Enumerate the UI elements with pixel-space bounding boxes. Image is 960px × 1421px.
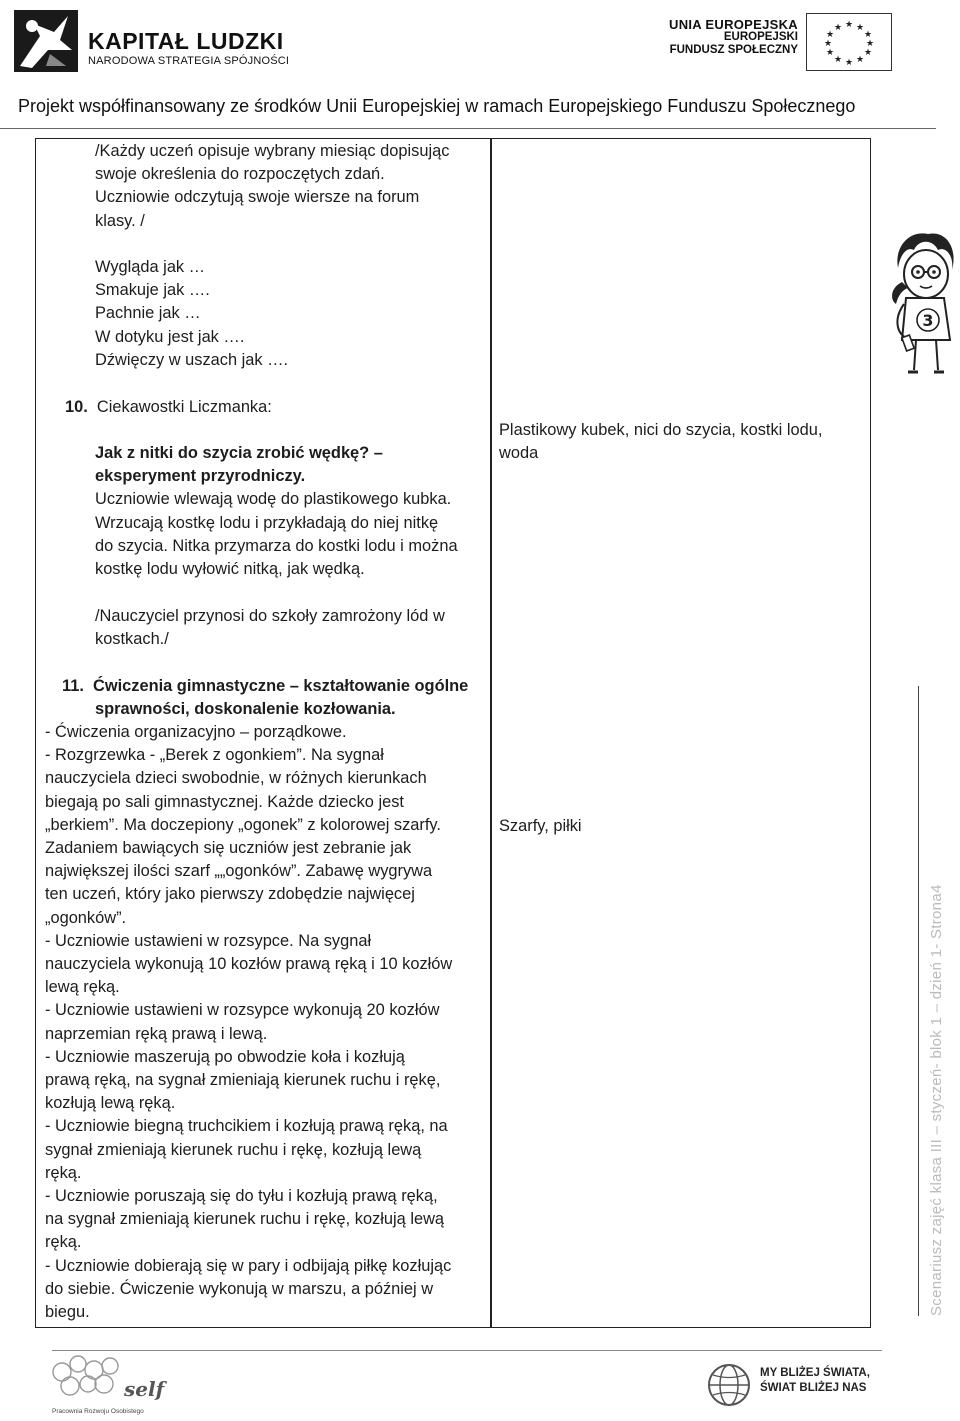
item-11-body-line: naprzemian ręką prawą i lewą.: [45, 1024, 268, 1043]
item-10-note-line: kostkach./: [95, 630, 169, 649]
footer-slogan: [760, 1366, 870, 1396]
item-10-note-line: /Nauczyciel przynosi do szkoły zamrożony lód w: [95, 607, 445, 625]
item-11-body-line: nauczyciela dzieci swobodnie, w różnych kierunkach: [45, 769, 427, 788]
svg-text:★: ★: [855, 23, 865, 33]
svg-text:★: ★: [863, 30, 873, 40]
svg-text:★: ★: [833, 55, 843, 65]
simile-line: W dotyku jest jak ….: [95, 327, 245, 346]
kapital-ludzki-subtitle: NARODOWA STRATEGIA SPÓJNOŚCI: [88, 55, 290, 67]
item-11-body-line: - Uczniowie poruszają się do tyłu i kozłują prawą ręką,: [45, 1187, 438, 1206]
simile-line: Pachnie jak …: [95, 304, 201, 323]
materials-line: woda: [499, 444, 539, 463]
item-10-teacher-note: [95, 605, 485, 651]
item-10-heading: [65, 396, 475, 419]
svg-text:★: ★: [844, 58, 854, 68]
item-10-body-line: Wrzucają kostkę lodu i przykładają do niej nitkę: [95, 513, 439, 532]
intro-line: /Każdy uczeń opisuje wybrany miesiąc dopisując: [95, 142, 450, 160]
item-11-heading: [62, 675, 482, 721]
item-11-body-line: „ogonków”.: [45, 908, 127, 927]
eu-line-1: UNIA EUROPEJSKA: [669, 17, 798, 32]
item-10-subtitle: eksperyment przyrodniczy.: [95, 467, 306, 486]
item-11-body-line: kozłują lewą ręką.: [45, 1094, 176, 1113]
materials-line: Plastikowy kubek, nici do szycia, kostki lodu,: [499, 421, 823, 439]
item-11-body-line: - Ćwiczenia organizacyjno – porządkowe.: [45, 723, 347, 741]
item-11-body-line: „berkiem”. Ma doczepiony „ogonek” z kolorowej szarfy.: [45, 815, 441, 834]
self-logo-caption: Pracownia Rozwoju Osobistego: [52, 1408, 144, 1415]
item-11-body-line: - Uczniowie biegną truchcikiem i kozłują prawą ręką, na: [45, 1117, 448, 1136]
simile-line: Wygląda jak …: [95, 258, 206, 276]
materials-item-11: Szarfy, piłki: [499, 817, 582, 835]
svg-text:★: ★: [823, 39, 833, 49]
intro-line: klasy. /: [95, 211, 145, 230]
item-11-body-line: - Uczniowie ustawieni w rozsypce wykonują 20 kozłów: [45, 1001, 440, 1020]
item-10-content: [95, 442, 485, 581]
item-11-body-line: - Uczniowie dobierają się w pary i odbijają piłkę kozłując: [45, 1256, 452, 1275]
item-10-subtitle: Jak z nitki do szycia zrobić wędkę? –: [95, 444, 383, 462]
item-11-title: sprawności, doskonalenie kozłowania.: [95, 700, 396, 719]
eu-line-2: EUROPEJSKI: [723, 31, 798, 43]
item-11-body-line: biegu.: [45, 1303, 90, 1322]
globe-logo-icon: [705, 1360, 753, 1410]
mascot-illustration: [888, 228, 960, 378]
item-11-body-line: prawą ręką, na sygnał zmieniają kierunek ruchu i rękę,: [45, 1071, 441, 1090]
intro-line: swoje określenia do rozpoczętych zdań.: [95, 165, 385, 184]
item-11-body-line: największej ilości szarf „„ogonków”. Zabawę wygrywa: [45, 862, 433, 881]
item-10-title: Ciekawostki Liczmanka:: [96, 398, 272, 416]
svg-text:★: ★: [833, 23, 843, 33]
item-11-body-line: Zadaniem bawiących się uczniów jest zebranie jak: [45, 839, 412, 858]
svg-text:★: ★: [825, 48, 835, 58]
eu-flag-icon: [806, 13, 892, 71]
mascot-badge-number: 3: [922, 311, 934, 330]
side-divider: [918, 686, 919, 1316]
simile-line: Dźwięczy w uszach jak ….: [95, 350, 289, 369]
project-cofinancing-line: Projekt współfinansowany ze środków Unii Europejskiej w ramach Europejskiego Funduszu Społecznego: [18, 96, 856, 116]
side-page-caption: Scenariusz zajęć klasa III – styczeń- blok 1 – dzień 1- Strona4: [928, 884, 945, 1316]
item-11-body-line: biegają po sali gimnastycznej. Każde dziecko jest: [45, 792, 404, 811]
item-10-body-line: kostkę lodu wyłowić nitką, jak wędką.: [95, 560, 365, 579]
item-11-number: 11.: [62, 677, 84, 695]
svg-text:★: ★: [865, 39, 875, 49]
svg-text:★: ★: [844, 20, 854, 30]
footer-slogan-line-1: MY BLIŻEJ ŚWIATA,: [760, 1367, 870, 1379]
item-11-body-line: ręką.: [45, 1163, 82, 1182]
table-column-divider: [490, 138, 492, 1328]
intro-instruction: [95, 140, 475, 233]
item-11-title: Ćwiczenia gimnastyczne – kształtowanie ogólne: [93, 677, 469, 695]
intro-line: Uczniowie odczytują swoje wiersze na forum: [95, 188, 420, 207]
header-divider: [0, 128, 936, 129]
item-11-body-line: na sygnał zmieniają kierunek ruchu i rękę, kozłują lewą: [45, 1210, 445, 1229]
simile-line: Smakuje jak ….: [95, 281, 210, 300]
eu-fund-label: [600, 18, 798, 57]
item-11-body-line: - Uczniowie maszerują po obwodzie koła i kozłują: [45, 1047, 405, 1066]
footer-slogan-line-2: ŚWIAT BLIŻEJ NAS: [760, 1382, 867, 1394]
kapital-ludzki-logo: [10, 6, 82, 76]
item-11-content: [45, 721, 485, 1324]
self-logo-text: self: [124, 1377, 165, 1401]
svg-text:★: ★: [863, 48, 873, 58]
svg-text:★: ★: [825, 30, 835, 40]
item-11-body-line: - Uczniowie ustawieni w rozsypce. Na sygnał: [45, 931, 372, 950]
eu-line-3: FUNDUSZ SPOŁECZNY: [669, 44, 798, 56]
item-10-body-line: do szycia. Nitka przymarza do kostki lodu i można: [95, 536, 458, 555]
simile-prompts: [95, 256, 475, 372]
item-11-body-line: - Rozgrzewka - „Berek z ogonkiem”. Na sygnał: [45, 746, 384, 765]
item-11-body-line: nauczyciela wykonują 10 kozłów prawą ręką i 10 kozłów: [45, 955, 453, 974]
item-11-body-line: sygnał zmieniają kierunek ruchu i rękę, kozłują lewą: [45, 1140, 422, 1159]
item-11-body-line: ten uczeń, który jako pierwszy zdobędzie najwięcej: [45, 885, 415, 904]
item-11-body-line: lewą ręką.: [45, 978, 120, 997]
item-11-body-line: ręką.: [45, 1233, 82, 1252]
item-10-body-line: Uczniowie wlewają wodę do plastikowego kubka.: [95, 490, 452, 509]
svg-text:★: ★: [855, 55, 865, 65]
kapital-ludzki-title: KAPITAŁ LUDZKI: [88, 28, 284, 54]
footer-divider: [52, 1350, 882, 1351]
page-header: [0, 0, 960, 135]
materials-item-10: [499, 419, 859, 465]
item-10-number: 10.: [65, 398, 88, 416]
item-11-body-line: do siebie. Ćwiczenie wykonują w marszu, a później w: [45, 1279, 434, 1298]
